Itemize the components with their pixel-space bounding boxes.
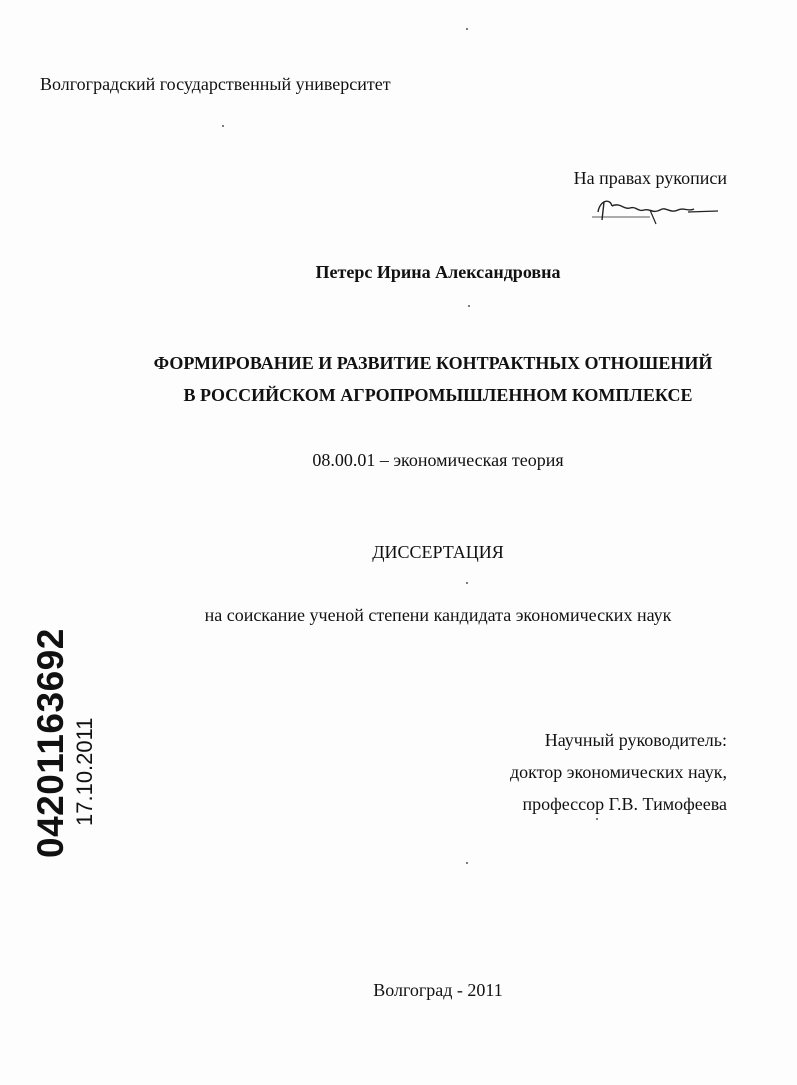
- university-name: Волгоградский государственный университет: [40, 74, 391, 94]
- scan-speck: [222, 125, 224, 127]
- library-stamp-date: 17.10.2011: [72, 717, 97, 826]
- scan-speck: [468, 305, 470, 307]
- city-and-year: Волгоград - 2011: [373, 980, 503, 1000]
- handwritten-signature: [590, 190, 720, 226]
- scan-speck: [596, 818, 598, 820]
- manuscript-rights-note: На правах рукописи: [573, 168, 727, 188]
- supervisor-name: профессор Г.В. Тимофеева: [522, 794, 727, 814]
- dissertation-title-line-2: В РОССИЙСКОМ АГРОПРОМЫШЛЕННОМ КОМПЛЕКСЕ: [183, 385, 693, 405]
- supervisor-degree: доктор экономических наук,: [510, 762, 727, 782]
- supervisor-heading: Научный руководитель:: [544, 730, 727, 750]
- dissertation-title-line-1: ФОРМИРОВАНИЕ И РАЗВИТИЕ КОНТРАКТНЫХ ОТНОШЕНИЙ: [153, 353, 713, 373]
- scan-speck: [466, 862, 468, 864]
- scan-speck: [466, 28, 468, 30]
- scan-speck: [466, 582, 468, 584]
- library-stamp-code: 04201163692: [30, 628, 71, 858]
- specialty-code: 08.00.01 – экономическая теория: [312, 450, 564, 470]
- document-type: ДИССЕРТАЦИЯ: [372, 542, 504, 562]
- degree-description: на соискание ученой степени кандидата экономических наук: [204, 605, 672, 625]
- author-name: Петерс Ирина Александровна: [315, 262, 561, 282]
